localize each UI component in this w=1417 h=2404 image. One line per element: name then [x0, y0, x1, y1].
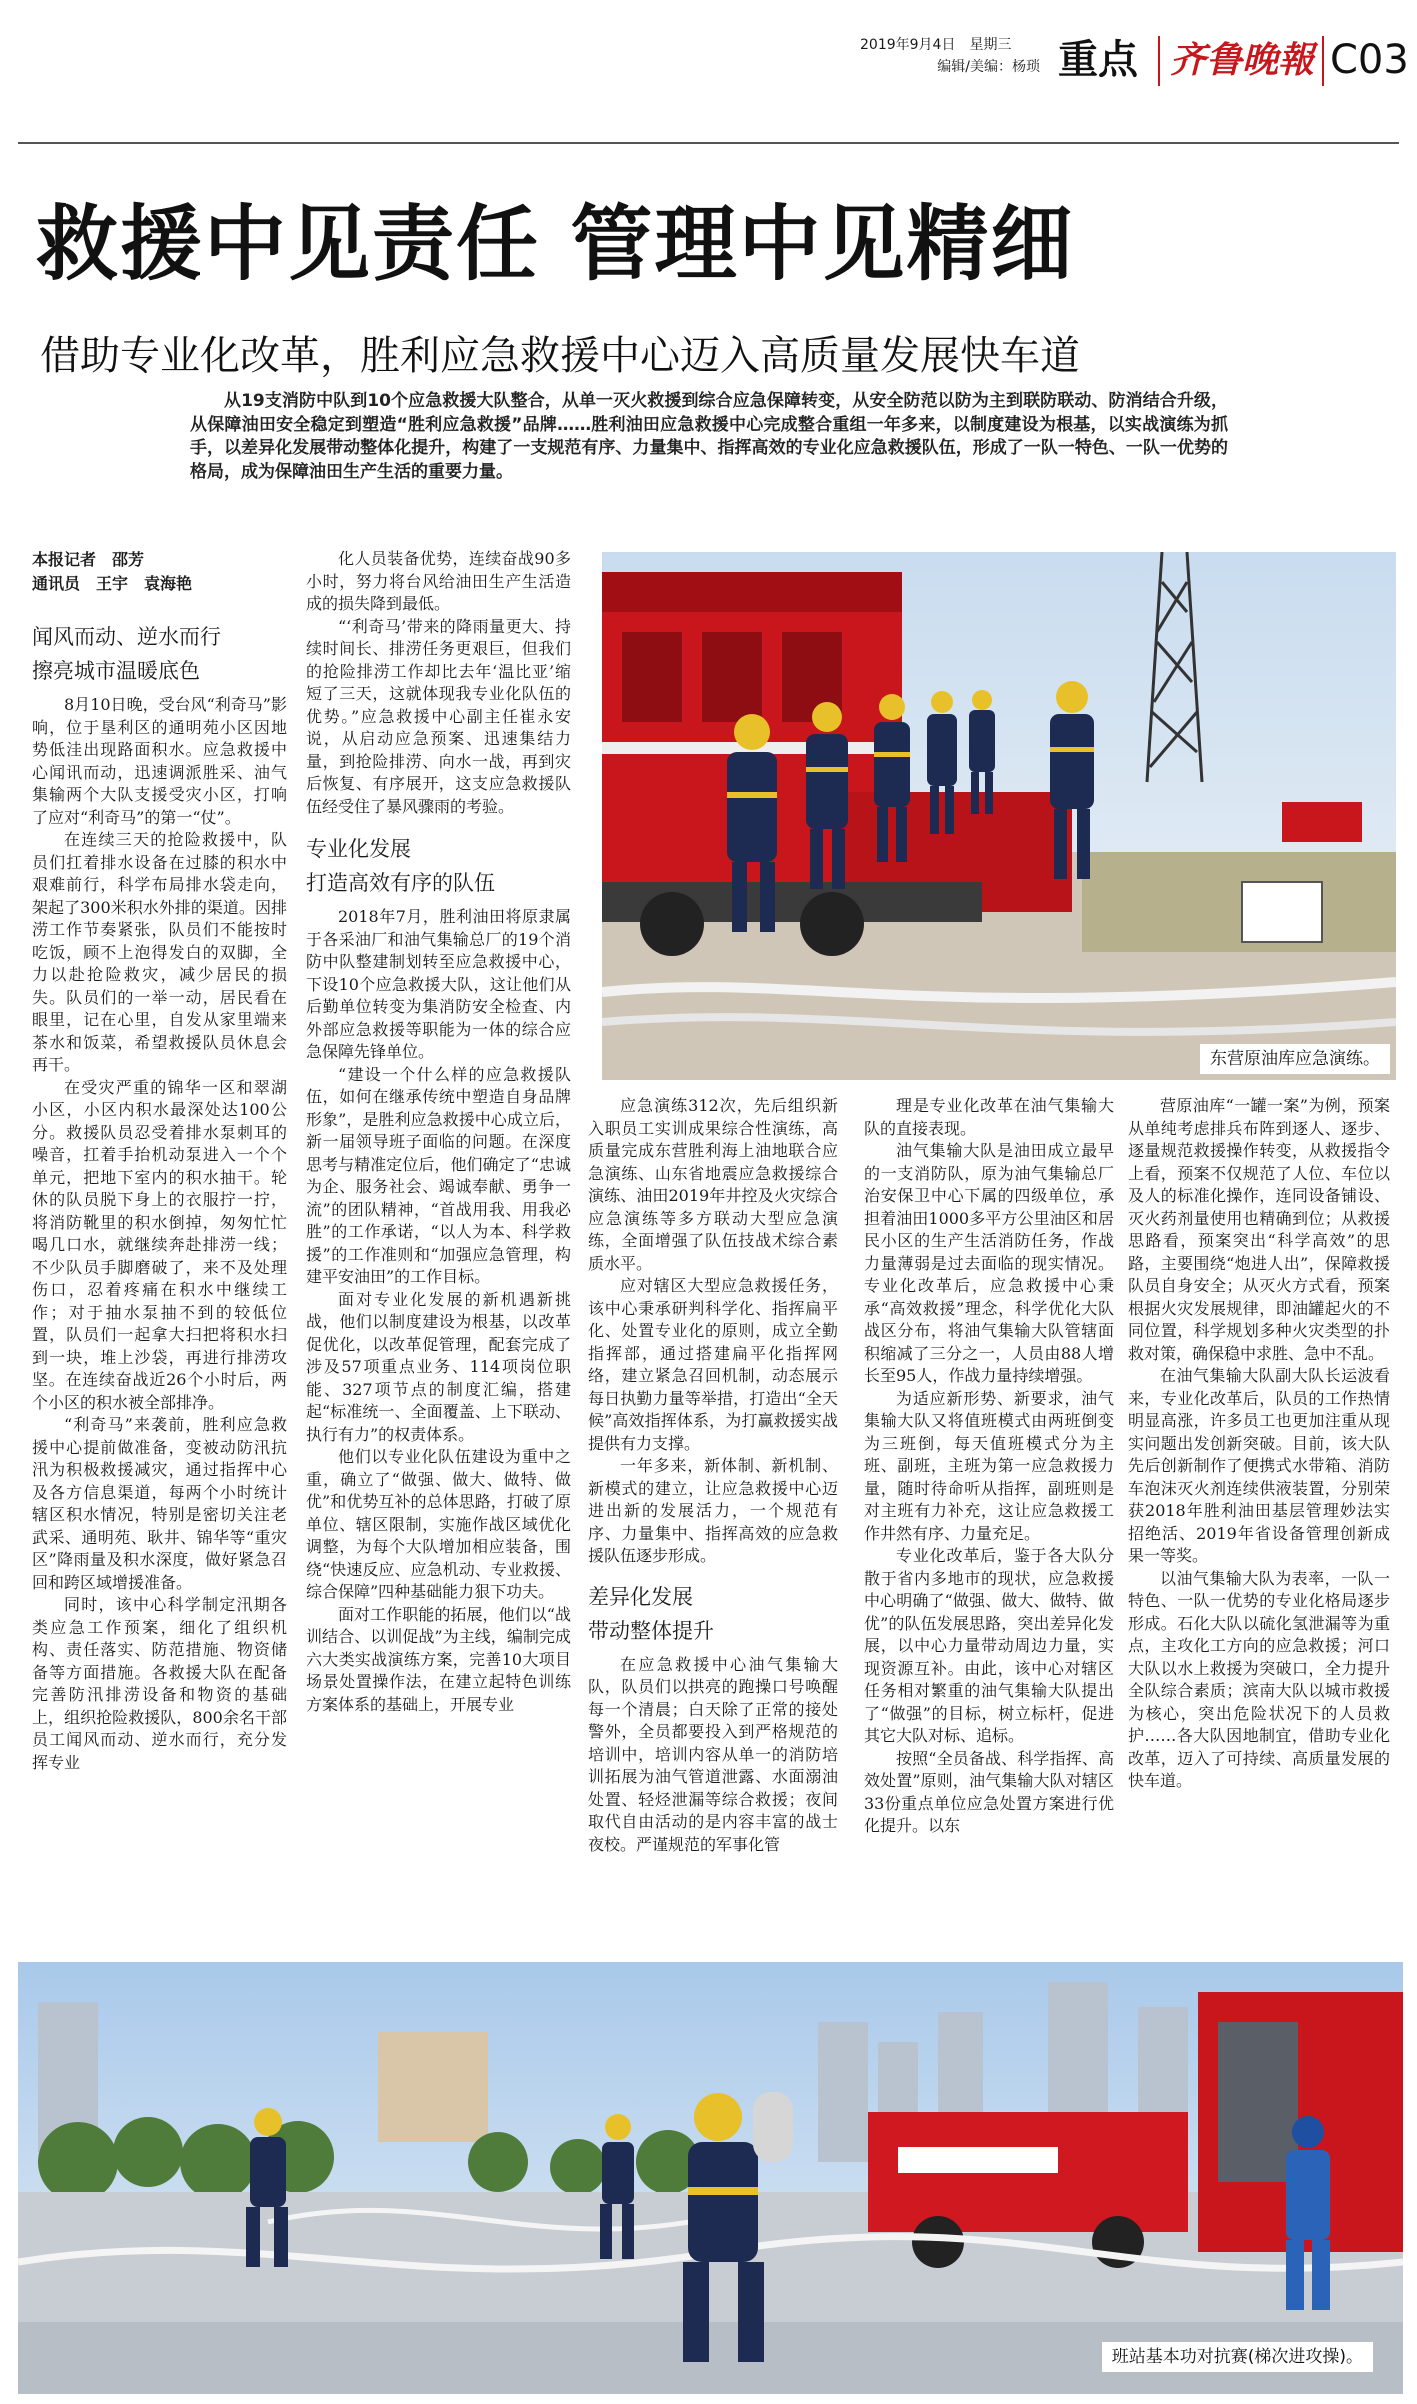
firefighters-running-illustration [602, 552, 1396, 1080]
section-heading-2a: 专业化发展 [306, 837, 411, 861]
body-paragraph: 化人员装备优势，连续奋战90多小时，努力将台风给油田生产生活造成的损失降到最低。 [306, 549, 571, 613]
body-paragraph: “‘利奇马’带来的降雨量更大、持续时间长、排涝任务更艰巨，但我们的抢险排涝工作却比去年‘温比亚’缩短了三天，这就体现我专业化队伍的优势。”应急救援中心副主任崔永安说，从启动应急预案、迅速集结力量，到抢险排涝、向水一战，再到灾后恢复、有序展开，这支应急救援队伍经受住了暴风骤雨的考验。 [306, 616, 571, 816]
body-paragraph: 面对专业化发展的新机遇新挑战，他们以制度建设为根基，以改革促优化，以改革促管理，配套完成了涉及57项重点业务、114项岗位职能、327项节点的制度汇编，搭建起“标准统一、全面覆盖、上下联动、执行有力”的权责体系。 [306, 1289, 571, 1444]
body-paragraph: 应对辖区大型应急救援任务，该中心秉承研判科学化、指挥扁平化、处置专业化的原则，成立全勤指挥部，通过搭建扁平化指挥网络，建立紧急召回机制，动态展示每日执勤力量等举措，打造出“全天候”高效指挥体系，为打赢救援实战提供有力支撑。 [588, 1276, 838, 1453]
newspaper-logo: 齐鲁晚報 [1170, 39, 1315, 81]
col2-paragraphs-b [306, 906, 571, 1716]
header-divider [1322, 36, 1324, 86]
col3-paragraphs [588, 1095, 838, 1568]
section-heading-3a: 差异化发展 [588, 1584, 693, 1609]
article-column-1 [32, 548, 287, 1950]
body-paragraph: 2018年7月，胜利油田将原隶属于各采油厂和油气集输总厂的19个消防中队整建制划转至应急救援中心，下设10个应急救援大队，这让他们从后勤单位转变为集消防安全检查、内外部应急救援等职能为一体的综合应急保障先锋单位。 [306, 907, 571, 1061]
body-paragraph: 同时，该中心科学制定汛期各类应急工作预案，细化了组织机构、责任落实、防范措施、物资储备等方面措施。各救援大队在配备完善防汛排涝设备和物资的基础上，组织抢险救援队，800余名干部员工闻风而动、逆水而行，充分发挥专业 [32, 1595, 287, 1772]
section-heading-1: 闻风而动、逆水而行 擦亮城市温暖底色 [32, 625, 221, 683]
body-paragraph: 在应急救援中心油气集输大队，队员们以拱亮的跑操口号唤醒每一个清晨；白天除了正常的接处警外，全员都要投入到严格规范的培训中，培训内容从单一的消防培训拓展为油气管道泄露、水面溺油处置、轻烃泄漏等综合救援；夜间取代自由活动的是内容丰富的战士夜校。严谨规范的军事化管 [588, 1654, 838, 1854]
hose-drill-illustration [18, 1962, 1403, 2394]
header-divider [1158, 36, 1160, 86]
body-paragraph: 在油气集输大队副大队长运波看来，专业化改革后，队员的工作热情明显高涨，许多员工也更加注重从现实问题出发创新突破。目前，该大队先后创新制作了便携式水带箱、消防车泡沫灭火剂连续供液装置，分别荣获2018年胜利油田基层管理妙法实招绝活、2019年省设备管理创新成果一等奖。 [1128, 1366, 1390, 1565]
subheadline: 借助专业化改革，胜利应急救援中心迈入高质量发展快车道 [40, 333, 1080, 379]
drill-photo-bottom [18, 1962, 1403, 2394]
body-paragraph: 以油气集输大队为表率，一队一特色、一队一优势的专业化格局逐步形成。石化大队以硫化氢泄漏等为重点，主攻化工方向的应急救援；河口大队以水上救援为突破口，全力提升全队综合素质；滨南大队以城市救援为核心，突出危险状况下的人员救护……各大队因地制宜，借助专业化改革，迈入了可持续、高质量发展的快车道。 [1128, 1568, 1390, 1790]
body-paragraph: 他们以专业化队伍建设为重中之重，确立了“做强、做大、做特、做优”和优势互补的总体思路，打破了原单位、辖区限制，实施作战区域优化调整，为每个大队增加相应装备，围绕“快速反应、应急机动、专业救援、综合保障”四种基础能力狠下功夫。 [306, 1447, 571, 1601]
body-paragraph: 专业化改革后，鉴于各大队分散于省内多地市的现状，应急救援中心明确了“做强、做大、做特、做优”的队伍发展思路，突出差异化发展，以中心力量带动周边力量，实现资源互补。由此，该中心对辖区任务相对繁重的油气集输大队提出了“做强”的目标，树立标杆，促进其它大队对标、追标。 [864, 1546, 1114, 1745]
article-column-2 [306, 548, 571, 1950]
headline: 救援中见责任 管理中见精细 [36, 197, 1075, 292]
col3-paragraphs-b [588, 1654, 838, 1857]
article-column-5 [1128, 1095, 1390, 1940]
body-paragraph: 应急演练312次，先后组织新入职员工实训成果综合性演练，高质量完成东营胜利海上油地联合应急演练、山东省地震应急救援综合演练、油田2019年井控及火灾综合应急演练等多方联动大型应急演练，全面增强了队伍技战术综合素质水平。 [588, 1096, 838, 1273]
body-paragraph: 面对工作职能的拓展，他们以“战训结合、以训促战”为主线，编制完成六大类实战演练方案，完善10大项目场景处置操作法，在建立起特色训练方案体系的基础上，开展专业 [306, 1604, 571, 1714]
section-heading-2b: 打造高效有序的队伍 [306, 871, 495, 895]
body-paragraph: “利奇马”来袭前，胜利应急救援中心提前做准备，变被动防汛抗汛为积极救援减灾，通过指挥中心及各方信息渠道，每两个小时统计辖区积水情况，特别是密切关注老武采、通明苑、耿井、锦华等“重灾区”降雨量及积水深度，做好紧急召回和跨区域增援准备。 [32, 1415, 287, 1592]
body-paragraph: 理是专业化改革在油气集输大队的直接表现。 [864, 1096, 1114, 1138]
editor-credit: 编辑/美编：杨琐 [937, 59, 1040, 75]
byline-correspondents: 通讯员 王宇 袁海艳 [32, 574, 193, 593]
photo-caption-bottom: 班站基本功对抗赛(梯次进攻操)。 [1102, 2342, 1373, 2372]
section-name: 重点 [1058, 37, 1138, 83]
body-paragraph: “建设一个什么样的应急救援队伍，如何在继承传统中塑造自身品牌形象”，是胜利应急救援中心成立后，新一届领导班子面临的问题。在深度思考与精准定位后，他们确定了“忠诚为企、服务社会、竭诚奉献、勇争一流”的团队精神，“首战用我、用我必胜”的工作承诺，“以人为本、科学救援”的工作准则和“加强应急管理，构建平安油田”的工作目标。 [306, 1064, 571, 1286]
col4-paragraphs [864, 1095, 1114, 1838]
drill-photo-top [602, 552, 1396, 1080]
page-number: C03 [1330, 37, 1409, 83]
issue-date: 2019年9月4日 星期三 [860, 37, 1012, 53]
header-rule [18, 142, 1399, 144]
body-paragraph: 按照“全员备战、科学指挥、高效处置”原则，油气集输大队对辖区33份重点单位应急处置方案进行优化提升。以东 [864, 1748, 1114, 1835]
photo-caption-top: 东营原油库应急演练。 [1200, 1044, 1390, 1074]
article-column-4 [864, 1095, 1114, 1940]
col1-paragraphs [32, 694, 287, 1774]
issue-date-and-editor [860, 34, 1040, 78]
col5-paragraphs [1128, 1095, 1390, 1793]
byline-reporter: 本报记者 邵芳 [32, 550, 145, 569]
body-paragraph: 在连续三天的抢险救援中，队员们扛着排水设备在过膝的积水中艰难前行，科学布局排水袋走向，架起了300米积水外排的渠道。因排涝工作节奏紧张，队员们不能按时吃饭，顾不上泡得发白的双脚，全力以赴抢险救灾，减少居民的损失。队员们的一举一动，居民看在眼里，记在心里，自发从家里端来茶水和饭菜，希望救援队员休息会再干。 [32, 830, 287, 1074]
body-paragraph: 油气集输大队是油田成立最早的一支消防队，原为油气集输总厂治安保卫中心下属的四级单位，承担着油田1000多平方公里油区和居民小区的生产生活消防任务，作战力量薄弱是过去面临的现实情况。专业化改革后，应急救援中心秉承“高效救援”理念，科学优化大队战区分布，将油气集输大队管辖面积缩减了三分之一，人员由88人增长至95人，作战力量持续增强。 [864, 1141, 1114, 1385]
body-paragraph: 在受灾严重的锦华一区和翠湖小区，小区内积水最深处达100公分。救援队员忍受着排水泵刺耳的噪音，扛着手抬机动泵进入一个个单元，把地下室内的积水抽干。轮休的队员脱下身上的衣服拧一拧，将消防靴里的积水倒掉，匆匆忙忙喝几口水，就继续奔赴排涝一线；不少队员手脚磨破了，来不及处理伤口，忍着疼痛在积水中继续工作；对于抽水泵抽不到的较低位置，队员们一起拿大扫把将积水扫到一块，堆上沙袋，再进行排涝攻坚。在连续奋战近26个小时后，两个小区的积水被全部排净。 [32, 1077, 287, 1412]
section-heading-3b: 带动整体提升 [588, 1618, 714, 1643]
lead-paragraph: 从19支消防中队到10个应急救援大队整合，从单一灭火救援到综合应急保障转变，从安全防范以防为主到联防联动、防消结合升级，从保障油田安全稳定到塑造“胜利应急救援”品牌……胜利油田应急救援中心完成整合重组一年多来，以制度建设为根基，以实战演练为抓手，以差异化发展带动整体化提升，构建了一支规范有序、力量集中、指挥高效的专业化应急救援队伍，形成了一队一特色、一队一优势的格局，成为保障油田生产生活的重要力量。 [190, 391, 1228, 482]
body-paragraph: 一年多来，新体制、新机制、新模式的建立，让应急救援中心迈进出新的发展活力，一个规范有序、力量集中、指挥高效的应急救援队伍逐步形成。 [588, 1456, 838, 1565]
body-paragraph: 营原油库“一罐一案”为例，预案从单纯考虑排兵布阵到逐人、逐步、逐量规范救援操作转变，从救援指令上看，预案不仅规范了人位、车位以及人的标准化操作，连同设备铺设、灭火药剂量使用也精确到位；从救援思路看，预案突出“科学高效”的思路，主要围绕“炮进人出”，保障救援队员自身安全；从灭火方式看，预案根据火灾发展规律，即油罐起火的不同位置，科学规划多种火灾类型的扑救对策，确保稳中求胜、急中不乱。 [1128, 1096, 1390, 1363]
article-column-3 [588, 1095, 838, 1940]
body-paragraph: 8月10日晚，受台风“利奇马”影响，位于垦利区的通明苑小区因地势低洼出现路面积水。应急救援中心闻讯而动，迅速调派胜采、油气集输两个大队支援受灾小区，打响了应对“利奇马”的第一“仗”。 [32, 695, 287, 827]
body-paragraph: 为适应新形势、新要求，油气集输大队又将值班模式由两班倒变为三班倒，每天值班模式分为主班、副班，主班为第一应急救援力量，随时待命听从指挥，副班则是对主班有力补充，这让应急救援工作井然有序、力量充足。 [864, 1388, 1114, 1543]
col2-paragraphs-a [306, 548, 571, 818]
